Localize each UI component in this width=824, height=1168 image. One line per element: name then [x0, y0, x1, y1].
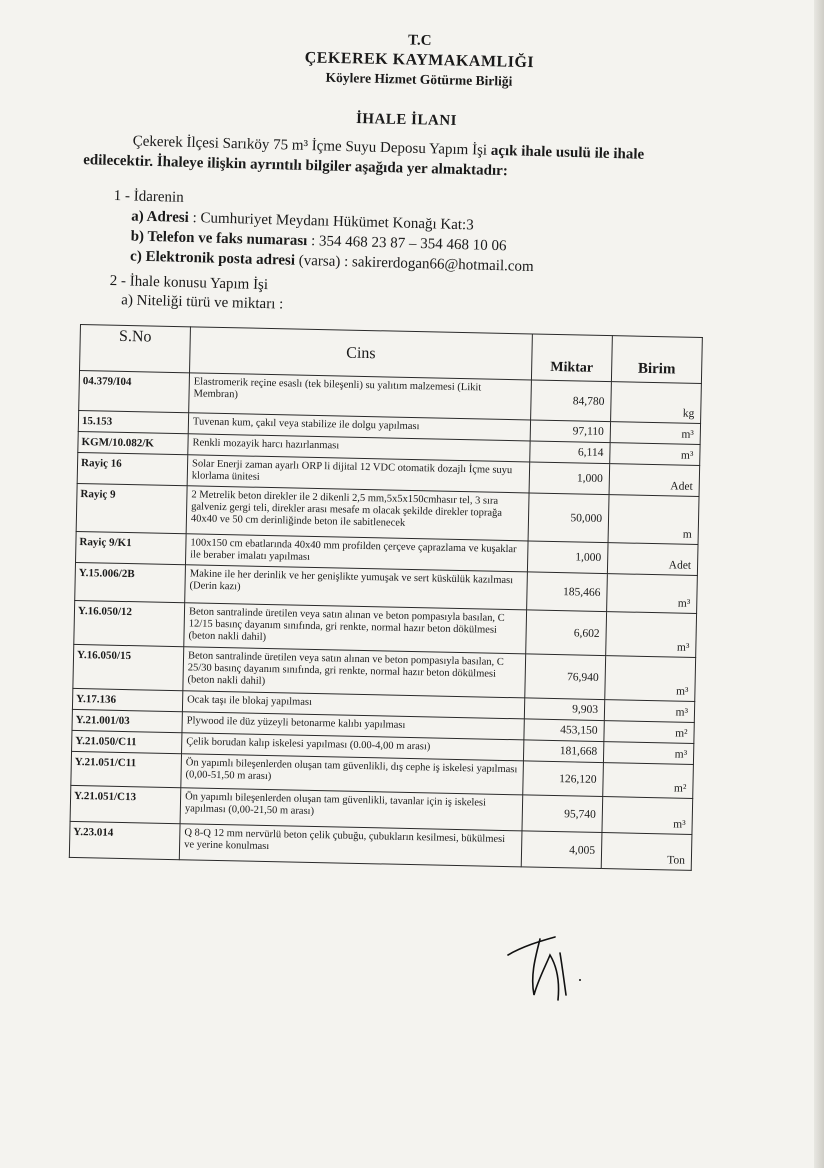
row-miktar: 97,110	[530, 420, 610, 443]
row-sno: Rayiç 9/K1	[76, 531, 187, 564]
row-cins: Renkli mozayik harcı hazırlanması	[188, 434, 530, 462]
page-edge	[814, 0, 824, 1168]
row-birim: m³	[605, 656, 696, 702]
row-sno: Y.17.136	[72, 688, 182, 711]
row-miktar: 453,150	[524, 719, 604, 742]
row-miktar: 50,000	[528, 493, 609, 543]
row-sno: Y.21.050/C11	[72, 730, 182, 753]
row-sno: Y.23.014	[69, 821, 180, 859]
phone-label: b) Telefon ve faks numarası	[130, 228, 308, 250]
section-tender-subject	[109, 272, 510, 320]
phone-value: : 354 468 23 87 – 354 468 10 06	[307, 233, 507, 255]
row-cins: Plywood ile düz yüzeyli betonarme kalıbı yapılması	[182, 712, 524, 740]
row-birim: m³	[607, 574, 698, 614]
row-sno: Y.16.050/12	[74, 600, 185, 646]
row-miktar: 95,740	[522, 795, 603, 833]
email-value: (varsa) : sakirerdogan66@hotmail.com	[294, 252, 534, 276]
header-union: Köylere Hizmet Götürme Birliği	[325, 69, 513, 89]
row-cins: Çelik borudan kalıp iskelesi yapılması (0.00-4,00 m arası)	[182, 733, 524, 761]
row-birim: m²	[604, 721, 694, 744]
quantity-table	[69, 324, 703, 871]
row-miktar: 6,114	[530, 441, 610, 464]
row-miktar: 1,000	[527, 541, 608, 574]
signature-mark	[500, 925, 600, 1005]
row-cins: Solar Enerji zaman ayarlı ORP li dijital 12 VDC otomatik dozajlı İçme suyu klorlama ünitesi	[187, 455, 530, 493]
row-birim: m³	[606, 612, 697, 658]
section-administration	[112, 186, 674, 281]
table-body	[69, 371, 701, 871]
header-tc: T.C	[407, 32, 432, 49]
section2-heading: 2 - İhale konusu Yapım İşi	[109, 272, 269, 294]
row-miktar: 76,940	[525, 654, 606, 700]
section2-item: a) Niteliği türü ve miktarı :	[121, 292, 284, 313]
quantity-table-wrapper	[69, 324, 702, 871]
row-sno: Rayiç 9	[76, 483, 187, 533]
row-miktar: 126,120	[523, 761, 604, 797]
row-birim: m	[608, 495, 699, 545]
row-cins: Makine ile her derinlik ve her genişlikte yumuşak ve sert küskülük kazılması (Derin kazı)	[185, 565, 528, 610]
row-miktar: 9,903	[524, 698, 604, 721]
row-birim: m²	[603, 763, 694, 799]
letterhead	[289, 30, 550, 90]
header-birim: Birim	[611, 336, 702, 384]
row-sno: 04.379/I04	[79, 371, 190, 413]
row-sno: Y.15.006/2B	[75, 562, 186, 602]
row-birim: Ton	[601, 833, 692, 871]
intro-text-bold: açık ihale usulü ile ihale	[490, 142, 645, 163]
row-cins: Ocak taşı ile blokaj yapılması	[182, 691, 524, 719]
row-birim: m³	[603, 742, 693, 765]
header-sno: S.No	[80, 325, 191, 373]
header-cins: Cins	[190, 327, 533, 380]
row-cins: Ön yapımlı bileşenlerden oluşan tam güvenlikli, tavanlar için iş iskelesi yapılması (0,00-21,50 m arası)	[180, 788, 523, 831]
row-cins: Beton santralinde üretilen veya satın alınan ve beton pompasıyla basılan, C 25/30 basınç dayanım sınıfında, gri renkte, normal hazır beton dökülmesi (beton nakli dahil)	[183, 647, 526, 698]
row-birim: m³	[610, 422, 700, 445]
intro-text-plain: Çekerek İlçesi Sarıköy 75 m³ İçme Suyu Deposu Yapım İşi	[132, 133, 492, 159]
row-sno: Y.21.051/C11	[71, 751, 182, 787]
page-title: İHALE İLANI	[355, 110, 458, 130]
address-label: a) Adresi	[130, 208, 190, 226]
row-cins: Beton santralinde üretilen veya satın alınan ve beton pompasıyla basılan, C 12/15 basınç dayanım sınıfında, gri renkte, normal hazır beton dökülmesi (beton nakli dahil)	[184, 603, 527, 654]
row-cins: Ön yapımlı bileşenlerden oluşan tam güvenlikli, dış cephe iş iskelesi yapılması (0,00-51,50 m arası)	[181, 754, 524, 795]
row-cins: 2 Metrelik beton direkler ile 2 dikenli 2,5 mm,5x5x150cmhasır tel, 3 sıra galveniz gergi teli, direkler arası mesafe m olacak şekilde direkler toprağa 40x40 ve 50 cm derinliğinde beton ile sabitlenecek	[186, 486, 529, 541]
intro-paragraph	[83, 131, 678, 186]
row-miktar: 185,466	[527, 572, 608, 612]
row-birim: Adet	[607, 543, 698, 576]
row-sno: Rayiç 16	[77, 452, 188, 485]
row-birim: m³	[610, 443, 700, 466]
row-cins: Tuvenan kum, çakıl veya stabilize ile dolgu yapılması	[188, 413, 530, 441]
row-sno: 15.153	[78, 410, 188, 433]
row-miktar: 4,005	[521, 831, 602, 869]
row-sno: Y.21.051/C13	[70, 785, 181, 823]
row-miktar: 84,780	[531, 380, 612, 422]
row-birim: kg	[611, 382, 702, 424]
address-value: : Cumhuriyet Meydanı Hükümet Konağı Kat:3	[188, 209, 474, 234]
row-miktar: 1,000	[529, 462, 610, 495]
header-office: ÇEKEREK KAYMAKAMLIĞI	[304, 49, 535, 72]
row-sno: KGM/10.082/K	[78, 431, 188, 454]
row-cins: Elastromerik reçine esaslı (tek bileşenli) su yalıtım malzemesi (Likit Membran)	[189, 373, 532, 420]
row-birim: m³	[602, 797, 693, 835]
intro-text-line2: edilecektir. İhaleye ilişkin ayrıntılı bilgiler aşağıda yer almaktadır:	[83, 152, 509, 180]
row-miktar: 6,602	[526, 610, 607, 656]
row-sno: Y.16.050/15	[73, 644, 184, 690]
row-birim: Adet	[609, 464, 700, 497]
row-miktar: 181,668	[523, 740, 603, 763]
row-cins: Q 8-Q 12 mm nervürlü beton çelik çubuğu, çubukların kesilmesi, bükülmesi ve yerine konulması	[179, 824, 522, 867]
row-sno: Y.21.001/03	[72, 709, 182, 732]
header-miktar: Miktar	[531, 334, 612, 382]
email-label: c) Elektronik posta adresi	[129, 248, 296, 269]
row-cins: 100x150 cm ebatlarında 40x40 mm profilden çerçeve çaprazlama ve kuşaklar ile beraber imalatı yapılması	[185, 534, 528, 572]
section1-heading: 1 - İdarenin	[113, 187, 184, 206]
row-birim: m³	[604, 700, 694, 723]
